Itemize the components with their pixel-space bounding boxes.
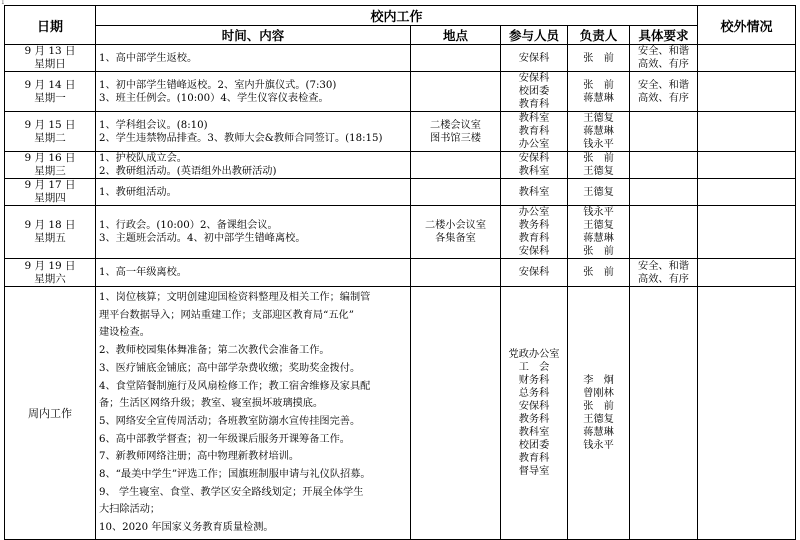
owner-cell	[568, 259, 630, 287]
requirements-cell	[630, 45, 698, 72]
date-text: 9 月 14 日	[24, 78, 76, 91]
participant: 教科室	[518, 166, 550, 177]
participant: 教科室	[518, 186, 550, 198]
weekly-line: 4、食堂陪餐制施行及风扇检修工作；教工宿舍维修及家具配	[99, 380, 371, 392]
header-location: 地点	[411, 26, 501, 45]
requirements-cell	[630, 206, 698, 259]
participant: 教育科	[518, 233, 550, 244]
content-cell	[96, 259, 411, 287]
weekly-line: 10、2020 年国家义务教育质量检测。	[99, 522, 274, 534]
weekly-line: 9、 学生寝室、食堂、教学区安全路线划定；开展全体学生	[99, 486, 364, 498]
owner-name: 王德复	[583, 113, 614, 124]
external-cell	[698, 206, 796, 259]
participants-cell	[501, 112, 568, 152]
header-time-content: 时间、内容	[96, 26, 411, 45]
external-cell	[698, 72, 796, 112]
participant: 工 会	[518, 361, 550, 373]
weekly-line: 6、高中部教学督查；初一年级课后服务开课筹备工作。	[99, 433, 350, 445]
content-line: 3、班主任例会。(10:00）4、学生仪容仪表检查。	[99, 92, 329, 104]
owner-name: 钱永平	[583, 439, 614, 451]
participant: 办公室	[518, 207, 550, 218]
requirement: 安全、和谐	[638, 260, 689, 272]
requirement: 安全、和谐	[638, 79, 689, 91]
date-cell	[5, 179, 96, 206]
date-text: 9 月 19 日	[24, 259, 76, 272]
date-cell	[5, 45, 96, 72]
owner-name: 张 前	[583, 52, 614, 64]
corner-mark: 1	[1, 0, 5, 6]
location-cell	[411, 206, 501, 259]
weekly-line: 7、新教师网络注册；高中物理新教材培训。	[99, 451, 300, 463]
requirement: 高效、有序	[638, 59, 689, 70]
table-row	[5, 45, 796, 72]
date-cell	[5, 206, 96, 259]
requirements-cell	[630, 259, 698, 287]
participant: 安保科	[518, 52, 550, 64]
requirements-cell	[630, 112, 698, 152]
participant: 校团委	[518, 439, 550, 451]
date-text: 9 月 16 日	[24, 152, 76, 164]
weekday-text: 星期四	[34, 192, 66, 204]
owner-cell	[568, 152, 630, 179]
participant: 财务科	[518, 374, 550, 386]
external-cell	[698, 179, 796, 206]
weekday-text: 星期二	[34, 131, 66, 144]
weekly-line: 大扫除活动；	[99, 504, 161, 516]
content-line: 2、教研组活动。(英语组外出教研活动)	[99, 166, 277, 177]
weekly-line: 1、岗位核算；文明创建迎国检资料整理及相关工作；编制管	[99, 292, 371, 303]
owner-name: 张 前	[583, 246, 614, 257]
requirements-cell	[630, 152, 698, 179]
content-cell	[96, 152, 411, 179]
date-text: 9 月 13 日	[24, 45, 76, 57]
owner-cell	[568, 206, 630, 259]
participant: 教务科	[518, 220, 550, 231]
owner-name: 王德复	[583, 220, 614, 231]
participant: 党政办公室	[508, 348, 560, 360]
weekly-line: 备；生活区网络升级；教室、寝室损坏玻璃摸底。	[99, 398, 324, 410]
table-row	[5, 152, 796, 179]
owner-name: 蒋慧琳	[583, 92, 614, 104]
location-cell	[411, 259, 501, 287]
participant: 教科室	[518, 426, 550, 438]
weekly-line: 建设检查。	[99, 327, 150, 339]
weekly-line: 8、“最美中学生”评选工作；国旗班制服申请与礼仪队招募。	[99, 469, 371, 481]
external-cell	[698, 45, 796, 72]
owner-name: 曾刚林	[583, 387, 614, 399]
location-cell	[411, 72, 501, 112]
requirement: 高效、有序	[638, 92, 689, 104]
content-line: 1、学科组会议。(8:10)	[99, 119, 208, 131]
content-line: 1、行政会。(10:00）2、备课组会议。	[99, 220, 278, 231]
table-row	[5, 112, 796, 152]
requirements-cell	[630, 179, 698, 206]
participant: 安保科	[518, 400, 550, 412]
owner-name: 王德复	[583, 413, 614, 425]
weekly-work-row	[5, 287, 796, 540]
weekly-line: 3、医疗铺底金铺底；高中部学杂费收缴；奖助奖金拨付。	[99, 362, 361, 374]
content-line: 3、主题班会活动。4、初中部学生错峰离校。	[99, 233, 306, 244]
weekly-schedule-table	[4, 5, 796, 540]
weekday-text: 星期六	[34, 272, 66, 285]
table-row	[5, 179, 796, 206]
requirements-cell	[630, 72, 698, 112]
participant: 教科室	[518, 113, 550, 124]
location-text: 二楼会议室	[430, 119, 481, 131]
owner-name: 蒋慧琳	[583, 126, 614, 137]
external-cell	[698, 287, 796, 540]
content-line: 1、初中部学生错峰返校。2、室内升旗仪式。(7:30)	[99, 79, 337, 91]
weekly-line: 5、网络安全宣传周活动；各班教室防溺水宣传挂图完善。	[99, 415, 361, 427]
owner-cell	[568, 45, 630, 72]
weekly-owner-cell	[568, 287, 630, 540]
location-text: 图书馆三楼	[430, 132, 481, 144]
content-line: 1、高中部学生返校。	[99, 52, 198, 64]
requirements-cell	[630, 287, 698, 540]
date-cell	[5, 259, 96, 287]
content-line: 1、护校队成立会。	[99, 153, 187, 164]
content-line: 1、高一年级离校。	[99, 267, 187, 278]
owner-name: 钱永平	[583, 207, 614, 218]
content-cell	[96, 112, 411, 152]
participants-cell	[501, 179, 568, 206]
header-owner: 负责人	[568, 26, 630, 45]
participant: 教育科	[518, 99, 550, 110]
owner-cell	[568, 112, 630, 152]
content-line: 1、教研组活动。	[99, 186, 177, 198]
header-requirements: 具体要求	[630, 26, 698, 45]
location-cell	[411, 179, 501, 206]
content-cell	[96, 179, 411, 206]
owner-name: 蒋慧琳	[583, 233, 614, 244]
owner-cell	[568, 72, 630, 112]
owner-name: 蒋慧琳	[583, 426, 614, 438]
owner-name: 李 炯	[583, 374, 614, 386]
participants-cell	[501, 152, 568, 179]
owner-name: 张 前	[583, 79, 614, 91]
external-cell	[698, 259, 796, 287]
date-text: 9 月 15 日	[24, 118, 76, 131]
table-row	[5, 72, 796, 112]
participant: 校团委	[518, 86, 550, 97]
participants-cell	[501, 206, 568, 259]
participant: 安保科	[518, 153, 550, 164]
table-row	[5, 206, 796, 259]
participant: 总务科	[518, 387, 550, 399]
weekday-text: 星期一	[34, 91, 66, 104]
location-cell	[411, 287, 501, 540]
owner-name: 王德复	[583, 186, 614, 198]
participant: 督导室	[518, 465, 550, 477]
participant: 教务科	[518, 413, 550, 425]
date-cell	[5, 112, 96, 152]
participant: 安保科	[518, 73, 550, 84]
participants-cell	[501, 72, 568, 112]
participant: 教育科	[518, 126, 550, 137]
location-text: 各集备室	[435, 233, 476, 244]
date-cell	[5, 152, 96, 179]
location-text: 二楼小会议室	[424, 220, 487, 231]
weekly-label: 周内工作	[5, 287, 96, 540]
header-campus-work: 校内工作	[96, 6, 698, 26]
weekly-line: 理平台数据导入；网站重建工作；支部迎区教育局“五化”	[99, 309, 354, 321]
content-cell	[96, 45, 411, 72]
owner-name: 王德复	[583, 166, 614, 177]
owner-name: 张 前	[583, 153, 614, 164]
weekday-text: 星期日	[34, 58, 66, 70]
weekday-text: 星期五	[34, 232, 66, 244]
owner-cell	[568, 179, 630, 206]
owner-name: 张 前	[583, 400, 614, 412]
content-line: 2、学生违禁物品排查。3、教师大会&教师合同签订。(18:15)	[99, 132, 383, 144]
external-cell	[698, 112, 796, 152]
location-cell	[411, 152, 501, 179]
owner-name: 钱永平	[583, 139, 614, 150]
external-cell	[698, 152, 796, 179]
weekly-line: 2、教师校园集体舞准备；第二次教代会准备工作。	[99, 345, 330, 357]
location-cell	[411, 45, 501, 72]
owner-name: 张 前	[583, 267, 614, 278]
date-text: 9 月 18 日	[24, 219, 76, 231]
date-cell	[5, 72, 96, 112]
requirement: 高效、有序	[638, 273, 689, 285]
participant: 办公室	[518, 139, 550, 150]
location-cell	[411, 112, 501, 152]
participant: 安保科	[518, 246, 550, 257]
weekly-content-cell	[96, 287, 411, 540]
content-cell	[96, 206, 411, 259]
header-participants: 参与人员	[501, 26, 568, 45]
table-row	[5, 259, 796, 287]
weekday-text: 星期三	[34, 165, 66, 177]
date-text: 9 月 17 日	[24, 179, 76, 191]
content-cell	[96, 72, 411, 112]
weekly-participants-cell	[501, 287, 568, 540]
header-date: 日期	[5, 6, 96, 45]
participant: 安保科	[518, 267, 550, 278]
requirement: 安全、和谐	[638, 46, 689, 57]
participants-cell	[501, 45, 568, 72]
header-external: 校外情况	[698, 6, 796, 45]
participant: 教育科	[518, 452, 550, 464]
participants-cell	[501, 259, 568, 287]
